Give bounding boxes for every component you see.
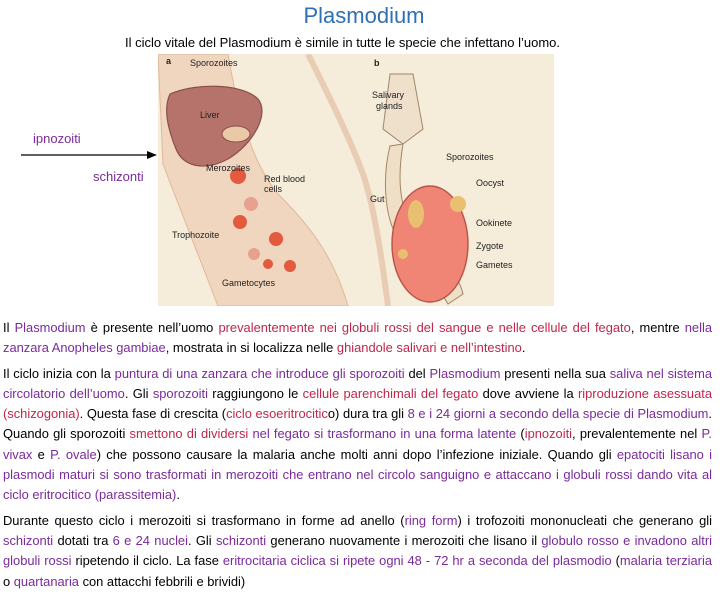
fig-label-salivary-1: Salivary [372,90,405,100]
fig-label-oocyst: Oocyst [476,178,505,188]
text-span: quartanaria [13,573,79,589]
text-span: P. ovale [50,446,97,462]
panel-a-label: a [166,56,172,66]
schizonti-label: schizonti [93,169,144,184]
panel-b-label: b [374,58,380,68]
text-span: Plasmodium [429,365,501,381]
text-span: , prevalentemente nel [572,426,702,442]
rbc-3 [233,215,247,229]
ipnozoiti-label: ipnozoiti [33,131,81,146]
text-span: dotati tra [53,532,113,548]
oocyst-2 [450,196,466,212]
paragraph-2 [3,364,712,506]
text-span: eritrocitaria ciclica si ripete ogni 48 - 72 hr [222,553,464,569]
fig-label-rbc-2: cells [264,184,283,194]
text-span: Il [3,320,15,335]
text-span: . [521,340,526,356]
text-span: Il ciclo inizia con la [3,365,115,381]
body-text [3,318,712,597]
text-span: schizonti [215,532,267,548]
text-span: ripetendo il ciclo. La fase [71,553,223,569]
text-span: raggiungono le [207,385,303,401]
text-span: malaria terziaria [619,553,712,569]
zygote-mark [398,249,408,259]
rbc-4 [269,232,283,246]
text-span: cellule parenchimali del fegato [302,385,479,401]
fig-label-trophozoite: Trophozoite [172,230,220,240]
fig-label-gametes: Gametes [476,260,513,270]
text-span: 6 e 24 nuclei [112,532,188,548]
text-span: globulo rosso e invadono altri globuli rossi [3,532,712,569]
text-span: dove avviene la [478,385,578,401]
text-span: , mostrata in si localizza nelle [165,340,337,356]
text-span: nella zanzara Anopheles gambiae [3,320,712,356]
text-span: ) i trofozoiti mononucleati che generano gli [457,512,713,528]
text-span: o) dura tra gli [327,406,408,422]
text-span: . Gli [124,385,153,401]
liver-cell [222,126,250,142]
text-span: Plasmodium [14,320,86,335]
fig-label-gametocytes: Gametocytes [222,278,276,288]
text-span: con attacchi febbrili e brividi) [78,573,246,589]
text-span: ipnozoiti [524,426,573,442]
rbc-6 [263,259,273,269]
text-span: ( [516,426,525,442]
pointer-arrow [21,148,157,162]
text-span: a seconda del plasmodio [467,553,612,569]
page-title: Plasmodium [303,3,425,28]
text-span: . Gli [187,532,216,548]
paragraph-3 [3,511,712,592]
life-cycle-figure [158,54,554,306]
text-span: e [32,446,51,462]
paragraph-1 [3,318,712,359]
text-span: . [176,487,180,503]
fig-label-sporozoites-left: Sporozoites [190,58,238,68]
text-span: prevalentemente nei globuli rossi del sangue e nelle cellule del fegato [218,320,631,335]
page-subtitle: Il ciclo vitale del Plasmodium è simile in tutte le specie che infettano l’uomo. [125,35,560,50]
text-span: generano nuovamente i merozoiti che lisano il [266,532,542,548]
text-span: . Quando gli sporozoiti [3,406,712,442]
fig-label-ookinete: Ookinete [476,218,513,228]
text-span: , mentre [630,320,685,335]
text-span: puntura di una zanzara che introduce gli sporozoiti [114,365,405,381]
text-span: saliva nel sistema circolatorio dell’uomo [3,365,712,401]
fig-label-rbc-1: Red blood [264,174,306,184]
text-span: ) che possono causare la malaria anche molti anni dopo l’infezione iniziale. Quando gli [96,446,617,462]
text-span: . Questa fase di crescita ( [79,406,227,422]
fig-label-liver: Liver [200,110,220,120]
fig-label-gut: Gut [370,194,385,204]
text-span: è presente nell’uomo [85,320,219,335]
fig-label-salivary-2: glands [376,101,403,111]
fig-label-merozoites: Merozoites [206,163,251,173]
oocyst-1 [408,200,424,228]
text-span: riproduzione asessuata (schizogonia) [3,385,712,422]
text-span: ghiandole salivari e nell’intestino [336,340,522,356]
text-span: nel fegato si trasformano in una forma latente [252,426,517,442]
text-span: P. vivax [3,426,712,462]
text-span: smettono di dividersi [129,426,249,442]
text-span: Durante questo ciclo i merozoiti si trasformano in forme ad anello ( [3,512,405,528]
text-span: ciclo esoeritrocitic [226,406,328,422]
text-span: ( [611,553,620,569]
fig-label-zygote: Zygote [476,241,504,251]
rbc-7 [284,260,296,272]
fig-label-sporozoites-right: Sporozoites [446,152,494,162]
text-span: del [404,365,430,381]
text-span: epatociti lisano i plasmodi maturi si sono trasformati in merozoiti che entrano nel circolo sanguigno e attaccano i globuli rossi dando vita al ciclo eritrocitico (parassitemia) [3,446,712,503]
rbc-5 [248,248,260,260]
text-span: schizonti [3,532,54,548]
text-span: 8 e i 24 giorni a secondo della specie di Plasmodium [407,406,709,422]
text-span: presenti nella sua [500,365,610,381]
text-span: ring form [404,512,458,528]
text-span: sporozoiti [152,385,208,401]
text-span: o [3,573,14,589]
rbc-2 [244,197,258,211]
